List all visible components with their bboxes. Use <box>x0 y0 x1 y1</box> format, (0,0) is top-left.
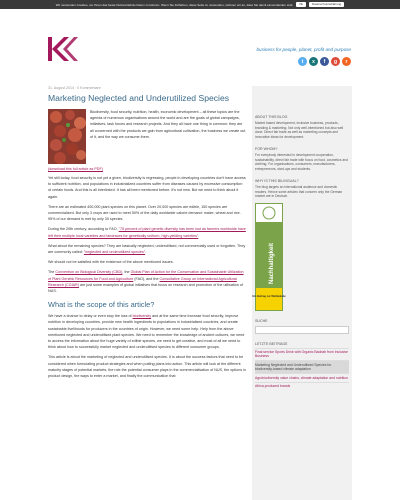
paragraph-6-text-d: are just some examples of global initiatives that focus on research and promotion of the utilisation of NUS. <box>48 282 243 294</box>
decade-badge-image <box>252 204 286 310</box>
section-heading: What is the scope of this article? <box>48 300 155 310</box>
cbd-link[interactable]: Convention on Biological Diversity (CBD) <box>55 270 123 275</box>
paragraph-6 <box>48 269 246 294</box>
about-heading: ABOUT THIS BLOG <box>255 115 288 119</box>
article <box>48 86 246 379</box>
sustainability-badge[interactable] <box>252 203 286 311</box>
paragraph-1: Yet still today, food security is not yet a given, biodiversity is regressing, people in developing countries don't have access to sufficient nutrition, and populations in industrialized countries suffer from diseases caused by excessive consumption of certain foods. And this is all interlinked. It has all been mentioned before. It's not new. But we need to think about it again. <box>48 176 246 199</box>
global-plan-link[interactable]: Global Plan of Action for the Conservation and Sustainable Utilization of Plant Genetic Resources for Food and Agriculture <box>48 270 244 281</box>
privacy-policy-button[interactable]: Datenschutzerklärung <box>309 2 344 7</box>
biodiversity-link[interactable]: biodiversity <box>132 314 152 319</box>
cookie-bar <box>0 0 400 9</box>
post-meta: 31. August 2014 · 0 Kommentare <box>48 86 101 90</box>
social-links <box>298 57 351 66</box>
paragraph-6-text-b: , the <box>122 270 131 275</box>
for-whom-heading: FOR WHOM? <box>255 147 278 151</box>
article-photo <box>48 109 86 164</box>
download-pdf-link[interactable]: (download this full article as PDF) <box>48 167 103 171</box>
for-whom-text: For everybody interested in development cooperation, sustainability, direct fair trade with focus on food, cosmetics and clothing. For organisations, consumers, manufacturers, entrepreneurs, start-ups and students. <box>255 153 348 171</box>
paragraph-2: There are an estimated 400,000 plant species on this planet. Over 20,000 species are edible, 150 species are commercialized. But only 3 crops are used to meet 50% of the daily worldwide calorie demand: maize, wheat and rice. 95% of our demand is met by only 30 species. <box>48 204 241 222</box>
paragraph-8: This article is about the marketing of neglected and underutilised species. It is about the success factors that need to be considered when formulating product strategies and when putting plans into action. This article will look at the different maturity stages of potential markets, the role the potential consumer plays in the commercialisation of NUS, the options in product design, the ways to enter a market, and finally the communication that <box>48 355 246 379</box>
intro-block <box>48 109 246 164</box>
facebook-icon[interactable]: f <box>320 57 329 66</box>
about-text: Market based development, inclusive business, products, branding & marketing. Not only well-intentioned but also well done. Direct fair trade as well as marketing concepts and innovative ideas for development. <box>255 121 344 139</box>
googleplus-icon[interactable]: g <box>331 57 340 66</box>
rss-icon[interactable]: r <box>342 57 351 66</box>
cookie-text: Wir verwenden Cookies, um Ihnen das beste Nutzererlebnis bieten zu können. Wenn Sie fortfahren, diese Seite zu verwenden, nehmen wir an, dass Sie damit einverstanden sind. <box>55 2 294 7</box>
recent-post-item[interactable]: Agrobiodiversity value chains, climate adaptation and nutrition <box>255 373 349 381</box>
recent-post-item[interactable]: Final service Sports Drink with Organic Baobab from Inclusive Business <box>255 348 349 361</box>
paragraph-6-text-c: (FAO), and the <box>133 276 160 281</box>
paragraph-7-end: and at the same time increase food security, improve nutrition in developing countries, provide new health ingredients to populations in industrialised countries, and create sustainable livelihoods for producers in the countries of origin. However, we need some help. Help from the above mentioned neglected and underutilised plant species. We need to remember the knowledge of ancient cultures, we need to access the information about the huge variety of edible species, we need to get creative, and most of all we need to think about how to successfully market neglected and underutilised species to different consumer groups. <box>48 314 245 350</box>
badge-top-text: Nachhaltigkeit <box>269 242 275 284</box>
cookie-ok-button[interactable]: Ok <box>296 2 306 7</box>
search-heading: SUCHE <box>255 318 268 323</box>
cgiar-link[interactable]: Consultative Group on International Agricultural Research (CGIAR) <box>48 276 237 287</box>
recent-posts-heading: LETZTE BEITRÄGE <box>255 341 288 346</box>
paragraph-3 <box>48 226 246 238</box>
recent-posts-list <box>255 348 349 390</box>
paragraph-4-text: What about the remaining species? They are basically neglected, underutilised, not commercially used or forgotten. They are commonly called: <box>48 243 246 255</box>
recent-post-item-active[interactable]: Marketing Neglected and Underutilized Species for biodiversity-based climate adaptation <box>255 360 349 373</box>
badge-bottom-text: Ein Beitrag zur Weltdekade <box>252 294 286 298</box>
recent-post-item[interactable]: Africa-produced brands <box>255 382 349 390</box>
intro-paragraph: Biodiversity, food security, nutrition, health, economic development – all these topics are the agenda of numerous organisations around the world and are the goals of global campaigns, initiatives, task forces and research projects. And they all have one thing in common: they are all concerned with the products we gain from agricultural cultivation, the business we create out of it, and the way we consume them. <box>90 110 246 139</box>
paragraph-4 <box>48 243 246 255</box>
search-input[interactable] <box>255 326 349 334</box>
paragraph-7-text: We have a chance to delay or even stop the loss of <box>48 314 133 319</box>
paragraph-7 <box>48 313 246 350</box>
site-header <box>0 9 400 81</box>
fao-quote-link[interactable]: "75 percent of plant genetic diversity has been lost as farmers worldwide have left their multiple local varieties and landraces for genetically uniform, high-yielding varieties" <box>48 227 246 238</box>
logo-icon <box>48 37 78 61</box>
nus-link[interactable]: "neglected and underutilized species" <box>83 250 146 255</box>
twitter-icon[interactable]: t <box>298 57 307 66</box>
site-tagline: business for people, planet, profit and purpose <box>256 47 351 52</box>
paragraph-5: We should not be satisfied with the existence of the above mentioned issues. <box>48 260 174 265</box>
paragraph-4-end: . <box>145 250 147 255</box>
paragraph-3-end: . <box>198 233 200 238</box>
bilingual-text: The blog targets an international audience and domestic readers. Hence some articles that concern only the German market are in Deutsch. <box>255 185 343 198</box>
xing-icon[interactable]: x <box>309 57 318 66</box>
sidebar <box>252 86 352 500</box>
baobab-fruit-image <box>48 109 86 164</box>
site-logo[interactable] <box>48 37 78 61</box>
bilingual-heading: WHY IS THIS BILINGUAL? <box>255 179 299 183</box>
paragraph-3-text: During the 20th century, according to FAO, <box>48 227 119 232</box>
paragraph-6-text-a: The <box>48 270 56 275</box>
post-title: Marketing Neglected and Underutilized Species <box>48 93 230 103</box>
